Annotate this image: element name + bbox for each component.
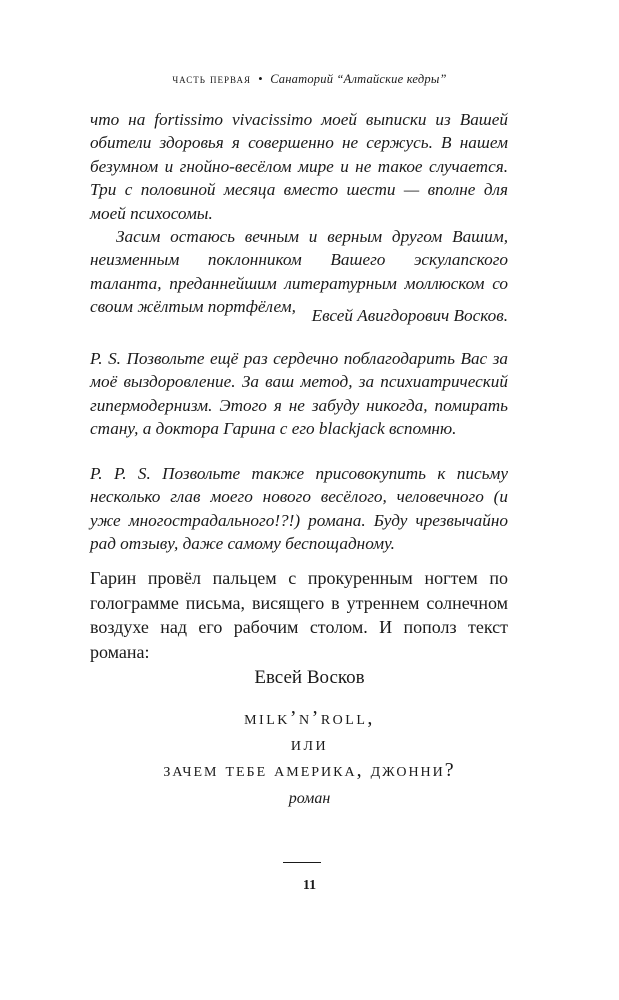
page-number: 11 xyxy=(302,878,317,893)
running-head-chapter: Санаторий “Алтайские кедры” xyxy=(270,72,447,86)
running-head xyxy=(0,72,619,87)
letter-paragraph-2: Засим остаюсь вечным и верным другом Вашим, неизменным поклонником Вашего эскулапского таланта, преданнейшим литературным моллюском со своим жёлтым портфёлем, xyxy=(90,227,508,317)
running-head-part: часть первая xyxy=(172,72,251,86)
novel-title-line-2: зачем тебе америка, джонни? xyxy=(163,759,456,781)
novel-author: Евсей Восков xyxy=(254,667,365,688)
folio-rule xyxy=(283,862,321,863)
letter-paragraph-1: что на fortissimo vivacissimo моей выписки из Вашей обители здоровья я совершенно не сержусь. В нашем безумном и гнойно-весёлом мире и не такое случается. Три с половиной месяца вместо шести — вполне для моей психосомы. xyxy=(90,110,508,223)
letter-signature: Евсей Авигдорович Восков. xyxy=(311,306,508,325)
novel-title-or: или xyxy=(290,733,329,755)
letter-postscript: P. S. Позвольте ещё раз сердечно поблагодарить Вас за моё выздоровление. За ваш метод, за психиатрический гипермодернизм. Этого я не забуду никогда, помирать стану, а доктора Гарина с его blackjack вспомню. xyxy=(90,349,508,439)
novel-title-line-1: milk’n’roll, xyxy=(244,707,375,729)
novel-genre: роман xyxy=(288,790,331,807)
letter-post-postscript: P. P. S. Позвольте также присовокупить к письму несколько глав моего нового весёлого, человечного (и уже многострадального!?!) романа. Буду чрезвычайно рад отзыву, даже самому беспощадному. xyxy=(90,464,508,554)
running-head-separator: • xyxy=(258,72,263,86)
letter-body xyxy=(90,108,508,319)
narrative-paragraph: Гарин провёл пальцем с прокуренным ногтем по голограмме письма, висящего в утреннем солнечном воздухе над его рабочим столом. И пополз текст романа: xyxy=(90,568,508,662)
